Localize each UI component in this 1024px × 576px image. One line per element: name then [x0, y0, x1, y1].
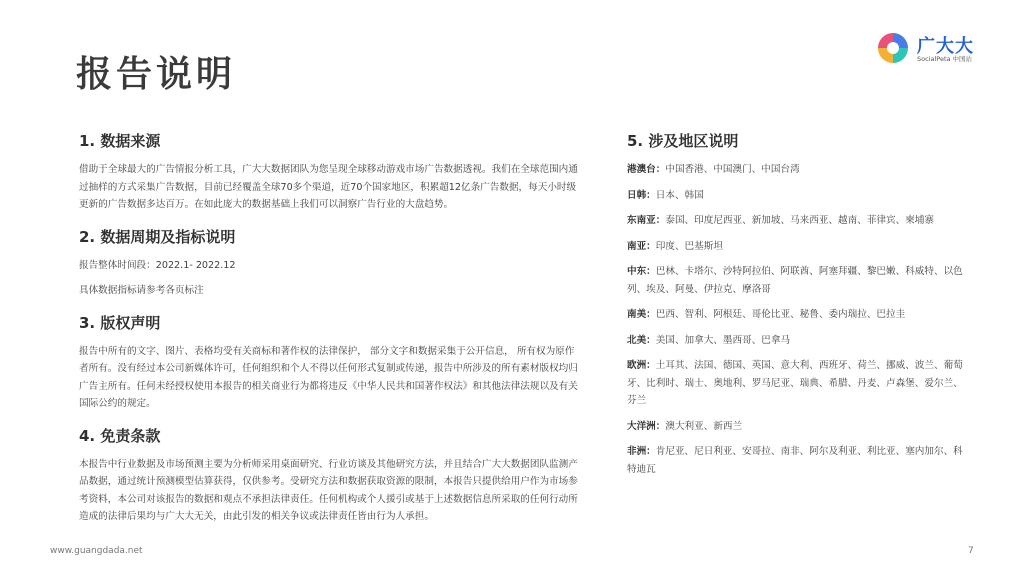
- brand-logo: [877, 32, 982, 64]
- region-name: 日韩：: [627, 189, 656, 201]
- left-column: [79, 130, 579, 538]
- region-item: [627, 212, 967, 230]
- region-list: 美国、加拿大、墨西哥、巴拿马: [655, 334, 791, 346]
- section-period-metrics: [79, 226, 579, 300]
- region-item: [627, 443, 967, 478]
- section-paragraph: 借助于全球最大的广告情报分析工具，广大大数据团队为您呈现全球移动游戏市场广告数据透视。我们在全球范围内通过抽样的方式采集广告数据，目前已经覆盖全球70多个渠道，近70个国家地区，积累超12亿条广告数据，每天小时级更新的广告数据多达百万。在如此庞大的数据基础上我们可以洞察广告行业的大盘趋势。: [79, 164, 578, 210]
- region-item: [627, 418, 967, 436]
- region-name: 东南亚：: [627, 215, 666, 226]
- section-title: 4. 免责条款: [79, 426, 161, 445]
- region-list: 土耳其、法国、德国、英国、意大利、西班牙、荷兰、挪威、波兰、葡萄牙、比利时、瑞士、奥地利、罗马尼亚、瑞典、希腊、丹麦、卢森堡、爱尔兰、芬兰: [627, 360, 963, 406]
- section-data-source: [79, 130, 579, 214]
- logo-text-cn: 广大大: [917, 36, 974, 57]
- region-name: 中东：: [627, 266, 656, 277]
- region-list: 中国香港、中国澳门、中国台湾: [665, 164, 800, 175]
- region-list: 印度、巴基斯坦: [655, 240, 723, 252]
- region-name: 北美：: [627, 334, 656, 346]
- region-item: [627, 306, 967, 324]
- region-name: 欧洲：: [627, 360, 656, 371]
- footer-url: www.guangdada.net: [50, 546, 143, 556]
- region-list: 巴西、智利、阿根廷、哥伦比亚、秘鲁、委内瑞拉、巴拉圭: [655, 309, 906, 320]
- section-title: 2. 数据周期及指标说明: [79, 227, 236, 246]
- region-list: 肯尼亚、尼日利亚、安哥拉、南非、阿尔及利亚、利比亚、塞内加尔、科特迪瓦: [627, 446, 963, 475]
- page-title: 报告说明: [76, 54, 237, 95]
- region-item: [627, 357, 967, 410]
- section-paragraph: 报告中所有的文字、图片、表格均受有关商标和著作权的法律保护， 部分文字和数据采集于公开信息， 所有权为原作者所有。没有经过本公司新媒体许可，任何组织和个人不得以任何形式复制或传递，报告中所涉及的所有素材版权均归广告主所有。任何未经授权使用本报告的相关商业行为都将违反《中华人民共和国著作权法》和其他法律法规以及有关国际公约的规定。: [79, 345, 578, 409]
- logo-mark-icon: [877, 32, 911, 64]
- region-list: 巴林、卡塔尔、沙特阿拉伯、阿联酋、阿塞拜疆、黎巴嫩、科威特、以色列、埃及、阿曼、伊拉克、摩洛哥: [627, 266, 963, 295]
- section-title: 3. 版权声明: [79, 313, 161, 332]
- logo-text-en: SocialPeta 中国站: [917, 55, 973, 63]
- region-name: 大洋洲：: [627, 420, 666, 432]
- region-name: 南亚：: [627, 240, 656, 252]
- region-list: 澳大利亚、新西兰: [665, 420, 743, 432]
- section-paragraph: 具体数据指标请参考各页标注: [79, 285, 204, 296]
- region-name: 港澳台：: [627, 164, 666, 175]
- region-item: [627, 187, 967, 205]
- region-item: [627, 161, 967, 179]
- page-number: 7: [968, 546, 974, 556]
- section-disclaimer: [79, 425, 579, 526]
- section-paragraph: 报告整体时间段：2022.1- 2022.12: [79, 259, 236, 271]
- section-title: 5. 涉及地区说明: [627, 132, 739, 150]
- section-paragraph: 本报告中行业数据及市场预测主要为分析师采用桌面研究、行业访谈及其他研究方法，并且结合广大大数据团队监测产品数据，通过统计预测模型估算获得，仅供参考。受研究方法和数据获取资源的限制，本报告只提供给用户作为市场参考资料，本公司对该报告的数据和观点不承担法律责任。任何机构或个人援引或基于上述数据信息所采取的任何行动所造成的法律后果均与广大大无关，由此引发的相关争议或法律责任皆由行为人承担。: [79, 458, 578, 522]
- section-copyright: [79, 312, 579, 413]
- section-title: 1. 数据来源: [79, 132, 161, 150]
- right-column: [627, 130, 967, 486]
- region-list: 泰国、印度尼西亚、新加坡、马来西亚、越南、菲律宾、柬埔寨: [665, 215, 934, 226]
- region-item: [627, 263, 967, 298]
- region-list: 日本、韩国: [655, 189, 704, 201]
- region-name: 南美：: [627, 309, 656, 320]
- region-name: 非洲：: [627, 446, 656, 457]
- region-item: [627, 238, 967, 256]
- region-item: [627, 332, 967, 350]
